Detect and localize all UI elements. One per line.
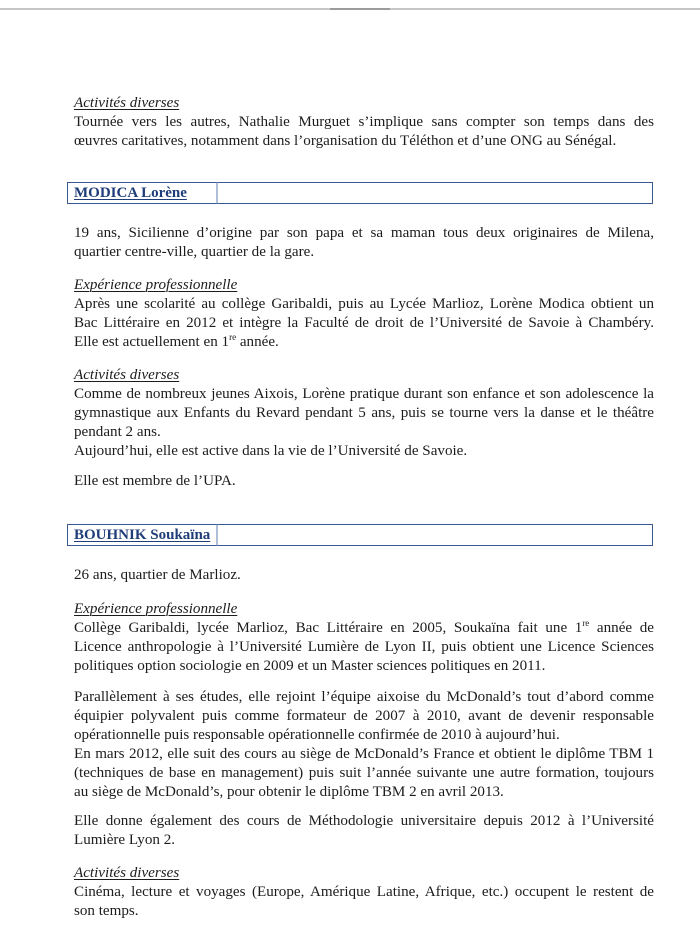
section-heading: Activités diverses <box>74 865 180 881</box>
profile-header-bouhnik <box>67 524 653 546</box>
profile-name: MODICA Lorène <box>74 185 187 201</box>
paragraph-line: Tournée vers les autres, Nathalie Murguet s’implique sans compter son temps dans des <box>74 114 654 130</box>
paragraph-line: En mars 2012, elle suit des cours au siège de McDonald’s France et obtient le diplôme TBM 1 <box>74 746 654 762</box>
paragraph-line: Elle donne également des cours de Méthodologie universitaire depuis 2012 à l’Université <box>74 813 654 829</box>
bouhnik-activities <box>74 864 654 921</box>
section-heading: Activités diverses <box>74 95 180 111</box>
paragraph-line: opérationnelle puis responsable opérationnelle confirmée de 2010 à aujourd’hui. <box>74 727 560 743</box>
paragraph-line: Aujourd’hui, elle est active dans la vie de l’Université de Savoie. <box>74 443 468 459</box>
paragraph-line: Licence anthropologie à l’Université Lumière de Lyon II, puis obtient une Licence Sciences <box>74 639 654 655</box>
paragraph-line: Elle est membre de l’UPA. <box>74 473 236 489</box>
paragraph-line: Après une scolarité au collège Garibaldi, puis au Lycée Marlioz, Lorène Modica obtient un <box>74 296 654 312</box>
paragraph-line: (techniques de base en management) puis suit l’année suivante une autre formation, toujours <box>74 765 654 781</box>
bouhnik-career <box>74 688 654 802</box>
section-heading: Expérience professionnelle <box>74 601 238 617</box>
paragraph-line: Elle est actuellement en 1re année. <box>74 331 279 350</box>
bouhnik-bio <box>74 566 654 585</box>
paragraph-line: 19 ans, Sicilienne d’origine par son papa et sa maman tous deux originaires de Milena, <box>74 225 654 241</box>
profile-name: BOUHNIK Soukaïna <box>74 527 211 543</box>
paragraph-line: Collège Garibaldi, lycée Marlioz, Bac Littéraire en 2005, Soukaïna fait une 1re année de <box>74 617 654 636</box>
modica-bio <box>74 224 654 262</box>
modica-activities <box>74 366 654 461</box>
paragraph-line: équipier polyvalent puis comme formateur de 2007 à 2010, avant de devenir responsable <box>74 708 654 724</box>
header-divider <box>216 182 218 204</box>
paragraph-line: Parallèlement à ses études, elle rejoint l’équipe aixoise du McDonald’s tout d’abord comme <box>74 689 654 705</box>
modica-membership <box>74 472 654 491</box>
bouhnik-teaching <box>74 812 654 850</box>
paragraph-line: 26 ans, quartier de Marlioz. <box>74 567 241 583</box>
paragraph-line: politiques option sociologie en 2009 et un Master sciences politiques en 2011. <box>74 658 546 674</box>
paragraph-line: quartier centre-ville, quartier de la gare. <box>74 244 315 260</box>
top-rule <box>0 8 700 10</box>
section-heading: Activités diverses <box>74 367 180 383</box>
paragraph-line: au siège de McDonald’s, pour obtenir le diplôme TBM 2 en avril 2013. <box>74 784 504 800</box>
paragraph-line: Comme de nombreux jeunes Aixois, Lorène pratique durant son enfance et son adolescence la <box>74 386 654 402</box>
paragraph-line: Lumière Lyon 2. <box>74 832 176 848</box>
section-heading: Expérience professionnelle <box>74 277 238 293</box>
header-divider <box>216 524 218 546</box>
paragraph-line: gymnastique aux Enfants du Revard pendant 5 ans, puis se tourne vers la danse et le théâtre <box>74 405 654 421</box>
modica-experience <box>74 276 654 352</box>
intro-section <box>74 94 654 151</box>
bouhnik-experience <box>74 600 654 676</box>
paragraph-line: son temps. <box>74 903 139 919</box>
paragraph-line: œuvres caritatives, notamment dans l’organisation du Téléthon et d’une ONG au Sénégal. <box>74 133 617 149</box>
paragraph-line: pendant 2 ans. <box>74 424 161 440</box>
paragraph-line: Bac Littéraire en 2012 et intègre la Faculté de droit de l’Université de Savoie à Chambéry. <box>74 315 654 331</box>
paragraph-line: Cinéma, lecture et voyages (Europe, Amérique Latine, Afrique, etc.) occupent le restent de <box>74 884 654 900</box>
profile-header-modica <box>67 182 653 204</box>
